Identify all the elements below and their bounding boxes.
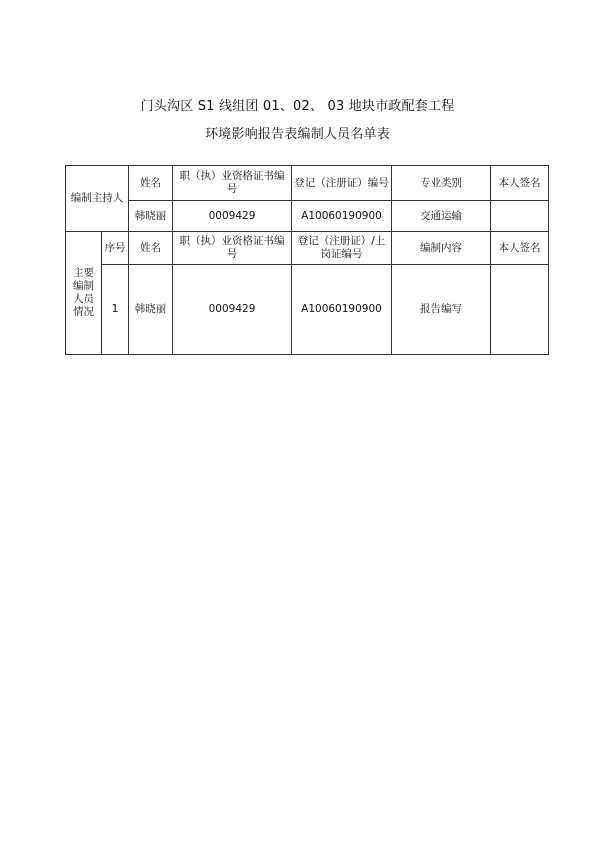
table-row [66, 265, 549, 355]
staff-header-qualification: 职（执）业资格证书编号 [173, 232, 292, 265]
staff-section-label: 主要编制人员情况 [66, 232, 102, 355]
staff-content: 报告编写 [392, 265, 491, 355]
host-header-row [66, 166, 549, 201]
staff-name: 韩晓丽 [129, 265, 173, 355]
host-name: 韩晓丽 [129, 201, 173, 232]
host-section-label: 编制主持人 [66, 166, 129, 232]
personnel-table [65, 165, 549, 355]
host-header-name: 姓名 [129, 166, 173, 201]
host-header-registration: 登记（注册证）编号 [292, 166, 392, 201]
host-specialty: 交通运输 [392, 201, 491, 232]
document-subtitle: 环境影响报告表编制人员名单表 [205, 127, 390, 142]
staff-header-registration: 登记（注册证）/上岗证编号 [292, 232, 392, 265]
host-header-signature: 本人签名 [491, 166, 549, 201]
staff-header-signature: 本人签名 [491, 232, 549, 265]
staff-header-row [66, 232, 549, 265]
staff-qualification-no: 0009429 [173, 265, 292, 355]
host-data-row [66, 201, 549, 232]
host-header-specialty: 专业类别 [392, 166, 491, 201]
staff-signature-cell [491, 265, 549, 355]
host-signature-cell [491, 201, 549, 232]
staff-header-index: 序号 [102, 232, 129, 265]
staff-registration-no: A10060190900 [292, 265, 392, 355]
staff-header-name: 姓名 [129, 232, 173, 265]
staff-index: 1 [102, 265, 129, 355]
host-registration-no: A10060190900 [292, 201, 392, 232]
host-qualification-no: 0009429 [173, 201, 292, 232]
host-header-qualification: 职（执）业资格证书编号 [173, 166, 292, 201]
staff-header-content: 编制内容 [392, 232, 491, 265]
document-title: 门头沟区 S1 线组团 01、02、 03 地块市政配套工程 [140, 99, 455, 114]
